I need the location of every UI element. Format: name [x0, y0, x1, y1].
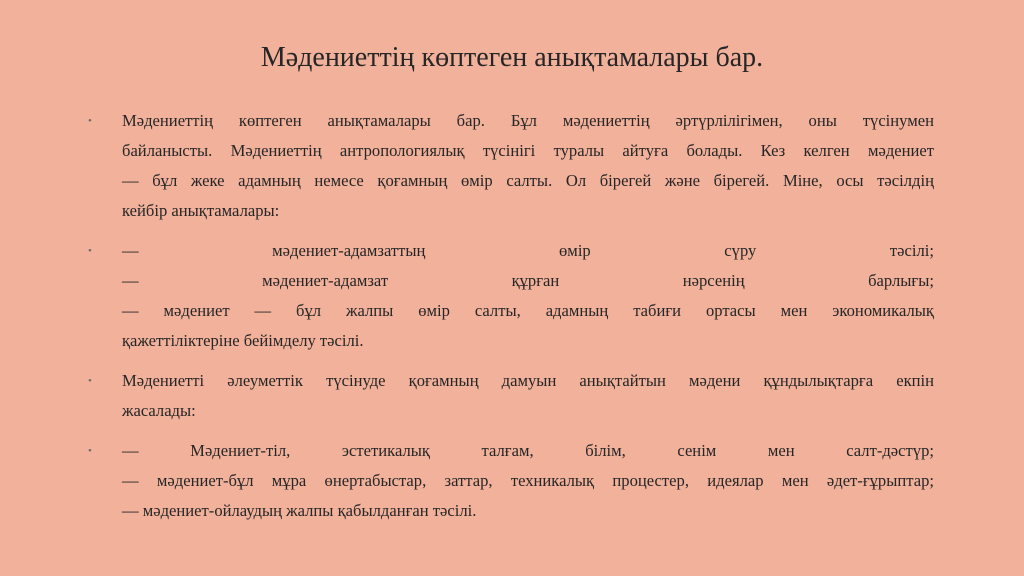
text-line: қажеттіліктеріне бейімделу тәсілі.	[122, 331, 364, 350]
text-line: — мәдениет-бұл мұра өнертабыстар, заттар, техникалық процестер, идеялар мен әдет-ғұрыптар;	[122, 471, 934, 490]
text-line: — мәдениет-адамзат құрған нәрсенің барлығы;	[122, 271, 934, 290]
text-line: кейбір анықтамалары:	[122, 201, 280, 220]
slide-body	[88, 106, 934, 536]
bullet-icon: •	[88, 245, 92, 257]
text-line: Мәдениетті әлеуметтік түсінуде қоғамның дамуын анықтайтын мәдени құндылықтарға екпін	[122, 371, 934, 390]
bullet-icon: •	[88, 115, 92, 127]
text-line: байланысты. Мәдениеттің антропологиялық түсінігі туралы айтуға болады. Кез келген мәдениет	[122, 141, 934, 160]
text-line: — Мәдениет-тіл, эстетикалық талғам, білім, сенім мен салт-дәстүр;	[122, 441, 934, 460]
text-line: — мәдениет — бұл жалпы өмір салты, адамның табиғи ортасы мен экономикалық	[122, 301, 934, 320]
bullet-icon: •	[88, 375, 92, 387]
text-line: Мәдениеттің көптеген анықтамалары бар. Бұл мәдениеттің әртүрлілігімен, оны түсінумен	[122, 111, 934, 130]
text-line: — мәдениет-адамзаттың өмір сүру тәсілі;	[122, 241, 934, 260]
bullet-item-definitions-list	[88, 236, 934, 356]
text-line: — мәдениет-ойлаудың жалпы қабылданған тәсілі.	[122, 501, 477, 520]
bullet-item-social-understanding	[88, 366, 934, 426]
text-line: — бұл жеке адамның немесе қоғамның өмір салты. Ол бірегей және бірегей. Міне, осы тәсілдің	[122, 171, 934, 190]
text-line: жасалады:	[122, 401, 196, 420]
bullet-item-definitions-intro	[88, 106, 934, 226]
bullet-icon: •	[88, 445, 92, 457]
slide-title: Мәдениеттің көптеген анықтамалары бар.	[260, 42, 764, 73]
bullet-item-culture-elements	[88, 436, 934, 526]
